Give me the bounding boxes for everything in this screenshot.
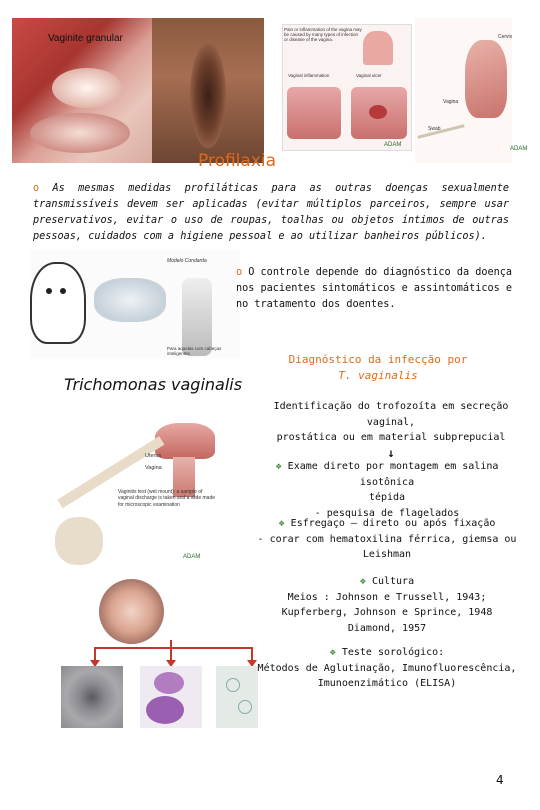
exame-line-3: - pesquisa de flagelados (314, 507, 460, 519)
condom-caption-bottom: Para aquelas com cabeças inteligentes (167, 346, 222, 357)
diamond-bullet-icon: ❖ (275, 461, 282, 472)
diagnostico-title-line1: Diagnóstico da infecção por (288, 353, 468, 366)
profilaxia-paragraph (33, 181, 509, 245)
branch-arrows (70, 640, 270, 668)
label-vaginal-ulcer: Vaginal ulcer (356, 73, 382, 78)
adam-mark-2: ADAM (510, 146, 528, 152)
esfregaco-line-1: Esfregaço – direto ou após fixação (290, 518, 496, 529)
sorologico-line-1: Teste sorológico: (341, 647, 445, 658)
vaginite-label: Vaginite granular (48, 33, 123, 44)
label-vagina: Vagina (443, 99, 459, 105)
vaginitis-test-caption: Vaginitis test (wet mount): a sample of vaginal discharge is taken and a slide made for microscopic examination (118, 489, 216, 508)
diag-item-exame-direto (246, 459, 528, 521)
diagram-label-vagina: Vagina (145, 465, 162, 471)
exame-line-2: tépida (368, 492, 406, 503)
esfregaco-line-3: Leishman (362, 549, 412, 560)
exame-line-1: Exame direto por montagem em salina isotônica (287, 461, 499, 488)
diamond-bullet-icon: ❖ (329, 647, 336, 658)
controle-bullet: o (236, 267, 243, 278)
identificacao-line-1: Identificação do trofozoíta em secreção (273, 401, 509, 412)
diagram-label-uterus: Uterus (145, 453, 162, 459)
micrograph-2 (140, 666, 202, 728)
vaginal-diagram (282, 24, 412, 151)
condom-caption-top: Modelo Condarda (167, 258, 207, 264)
profilaxia-title: Profilaxia (198, 151, 277, 171)
diagram-caption: Pain or inflammation of the vagina may be caused by many types of infection or disease of the vagina. (284, 27, 362, 43)
micrograph-1 (61, 666, 123, 728)
speculum-photo (99, 579, 164, 644)
diag-item-esfregaco (246, 516, 528, 563)
diamond-bullet-icon: ❖ (359, 576, 366, 587)
label-vaginal-inflammation: Vaginal inflammation (288, 73, 330, 78)
profilaxia-text: As mesmas medidas profiláticas para as outras doenças sexualmente transmissíveis devem ser aplicadas (evitar múltiplos parceiros, sempre usar preservativos, evitar o uso de roupas, toalhas ou objetos íntimos de outras pessoas, cuidados com a higiene pessoal e ao utilizar banheiros públicos). (33, 183, 510, 242)
esfregaco-line-2: - corar com hematoxilina férrica, giemsa ou (257, 533, 517, 545)
diagnostico-title-line2: T. vaginalis (338, 369, 418, 382)
diagnostico-title (270, 352, 486, 384)
condom-cartoon (30, 250, 243, 358)
label-swab: Swab (428, 126, 441, 132)
sorologico-line-2: Métodos de Aglutinação, Imunofluorescência, (257, 662, 517, 674)
controle-paragraph (236, 265, 516, 313)
cultura-line-3: Kupferberg, Johnson e Sprince, 1948 (281, 607, 493, 618)
identificacao-block (254, 399, 528, 460)
adam-mark-3: ADAM (183, 554, 201, 560)
sorologico-line-3: Imunoenzimático (ELISA) (317, 678, 457, 689)
identificacao-line-3: prostática ou em material subprepucial (276, 432, 506, 443)
adam-mark-1: ADAM (384, 142, 402, 148)
cultura-line-4: Diamond, 1957 (347, 622, 427, 634)
trichomonas-title: Trichomonas vaginalis (64, 375, 243, 394)
diamond-bullet-icon: ❖ (278, 518, 285, 529)
identificacao-line-2: vaginal, (366, 416, 416, 428)
vulva-photo (152, 18, 264, 163)
down-arrow-icon: ↓ (387, 445, 395, 460)
cultura-line-1: Cultura (371, 576, 415, 587)
diag-item-cultura (246, 574, 528, 636)
controle-text: O controle depende do diagnóstico da doença nos pacientes sintomáticos e assintomáticos e no tratamento dos doentes. (236, 267, 513, 310)
profilaxia-bullet: o (33, 183, 40, 194)
label-cervix: Cervix (498, 34, 513, 40)
page-number: 4 (496, 773, 504, 787)
diag-item-sorologico (246, 645, 528, 692)
cultura-line-2: Meios : Johnson e Trussell, 1943; (287, 591, 487, 603)
